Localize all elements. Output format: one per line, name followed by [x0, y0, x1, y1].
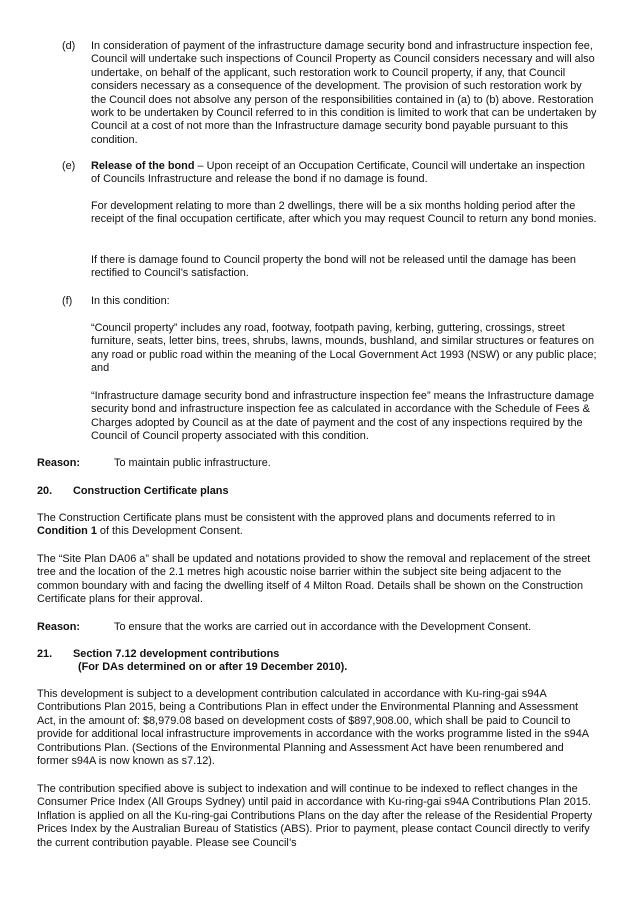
clause-d-text: In consideration of payment of the infrastructure damage security bond and infrastructure inspection fee, Council will undertake such inspections of Council Property as Council considers necessary and will also undertake, on behalf of the applicant, such restoration work to Council property, if any, that Council considers necessary as a consequence of the development. The provision of such restoration work by the Council does not absolve any person of the responsibilities contained in (a) to (b) above. Restoration work to be undertaken by Council referred to in this condition is limited to work that can be undertaken by Council at a cost of not more than the Infrastructure damage security bond payable pursuant to this condition. — [91, 40, 597, 146]
section-21-number: 21. — [37, 648, 53, 660]
clause-f-label: (f) — [62, 295, 73, 307]
section-20-number: 20. — [37, 485, 53, 497]
clause-f-text: In this condition: — [91, 295, 170, 307]
section-20-para1-post: of this Development Consent. — [96, 525, 243, 538]
reason-1-text: To maintain public infrastructure. — [114, 457, 271, 469]
clause-e-para2: For development relating to more than 2 dwellings, there will be a six months holding period after the receipt of the final occupation certificate, after which you may request Council to return any bond monies. — [91, 200, 597, 226]
section-20-title: Construction Certificate plans — [73, 485, 229, 497]
section-21-subtitle: (For DAs determined on or after 19 December 2010). — [78, 661, 348, 673]
section-20-para1-pre: The Construction Certificate plans must be consistent with the approved plans and documents referred to in — [37, 512, 556, 524]
clause-e-text — [91, 160, 597, 187]
section-20-para2: The “Site Plan DA06 a” shall be updated and notations provided to show the removal and replacement of the street tree and the location of the 2.1 metres high acoustic noise barrier within the subject site being adjacent to the common boundary with and facing the dwelling itself of 4 Milton Road. Details shall be shown on the Construction Certificate plans for their approval. — [37, 553, 591, 606]
section-20-para1 — [37, 512, 597, 539]
clause-f-para2: “Council property” includes any road, footway, footpath paving, kerbing, guttering, crossings, street furniture, seats, letter bins, trees, shrubs, lawns, mounds, bushland, and similar structures or features on any road or public road within the meaning of the Local Government Act 1993 (NSW) or any public place; and — [91, 322, 597, 375]
clause-e-body: – Upon receipt of an Occupation Certificate, Council will undertake an inspection of Councils Infrastructure and release the bond if no damage is found. — [91, 160, 585, 186]
section-21-para2: The contribution specified above is subject to indexation and will continue to be indexed to reflect changes in the Consumer Price Index (All Groups Sydney) until paid in accordance with Ku-ring-gai s94A Contributions Plan 2015. Inflation is applied on all the Ku-ring-gai Contributions Plans on the day after the release of the Residential Property Prices Index by the Australian Bureau of Statistics (ABS). Prior to payment, please contact Council directly to verify the current contribution payable. Please see Council’s — [37, 783, 593, 849]
clause-e-label: (e) — [62, 160, 76, 172]
clause-f-para3: “Infrastructure damage security bond and infrastructure inspection fee” means the Infrastructure damage security bond and infrastructure inspection fee as calculated in accordance with the Schedule of Fees & Charges adopted by Council as at the date of payment and the cost of any inspections required by the Council of Council property associated with this condition. — [91, 390, 595, 443]
section-21-para1: This development is subject to a development contribution calculated in accordance with Ku-ring-gai s94A Contributions Plan 2015, being a Contributions Plan in effect under the Environmental Planning and Assessment Act, in the amount of: $8,979.08 based on development costs of $897,908.00, which shall be paid to Council to provide for additional local infrastructure improvements in accordance with the works programme listed in the s94A Contributions Plan. (Sections of the Environmental Planning and Assessment Act have been renumbered and former s94A is now known as s7.12). — [37, 688, 589, 768]
reason-2-text: To ensure that the works are carried out in accordance with the Development Consent. — [114, 621, 532, 633]
reason-2-label: Reason: — [37, 621, 80, 633]
clause-e-para3: If there is damage found to Council property the bond will not be released until the damage has been rectified to Council’s satisfaction. — [91, 254, 576, 280]
reason-1-label: Reason: — [37, 457, 80, 469]
section-21-title: Section 7.12 development contributions — [73, 648, 280, 660]
clause-d-label: (d) — [62, 40, 76, 52]
condition-1-ref: Condition 1 — [37, 525, 97, 538]
clause-e-lead: Release of the bond — [91, 160, 195, 172]
